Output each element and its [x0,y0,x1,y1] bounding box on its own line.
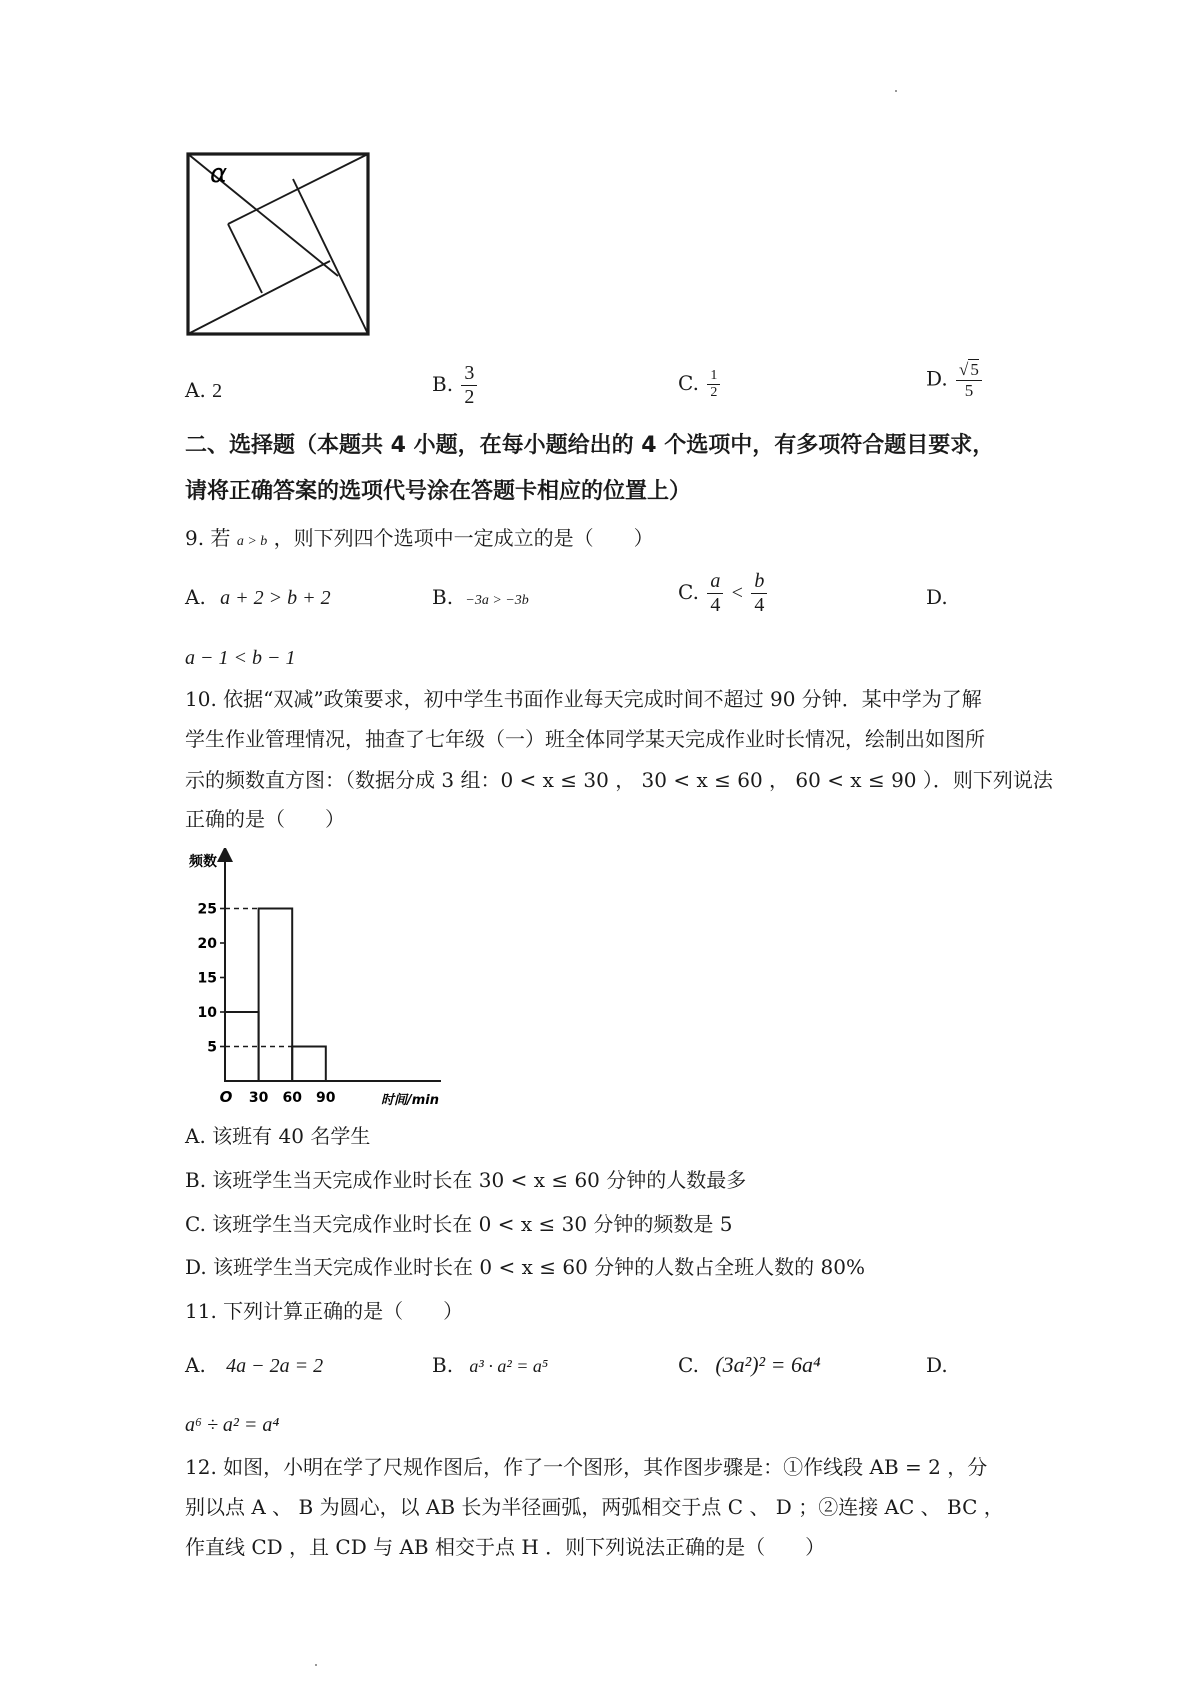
x-tick-label: 30 [248,1090,269,1106]
q9-option-a[interactable]: A. a + 2 > b + 2 [185,585,331,609]
q8-option-a[interactable]: A. 2 [185,378,223,402]
segment [228,224,262,293]
y-tick-label: 15 [197,970,217,987]
section-heading: 二、选择题（本题共 4 小题，在每小题给出的 4 个选项中，有多项符合题目要求， [185,433,995,458]
q11-option-c[interactable]: C. (3a²)² = 6a⁴ [678,1352,821,1377]
q8-option-c[interactable]: C. $\frac{1}{2}$ [678,368,722,401]
histogram-bar [292,1047,326,1082]
fraction: $\frac{a}{4}$ [707,570,723,617]
q9-option-c[interactable]: C. $\frac{a}{4}$ < $\frac{b}{4}$ [678,570,769,617]
fraction: $\frac{3}{2}$ [461,362,477,409]
q10-option-c[interactable]: C. 该班学生当天完成作业时长在 0 < x ≤ 30 分钟的频数是 5 [185,1212,733,1236]
q11-option-b[interactable]: B. a³ · a² = a⁵ [432,1353,549,1377]
q12-stem-line: 作直线 CD ，且 CD 与 AB 相交于点 H ．则下列说法正确的是（ ） [185,1535,826,1559]
scan-speck [315,1664,317,1666]
fraction: $\frac{1}{2}$ [707,368,720,401]
q9-option-d-letter[interactable]: D. [926,585,948,609]
origin-label: O [219,1088,233,1106]
q10-option-b[interactable]: B. 该班学生当天完成作业时长在 30 < x ≤ 60 分钟的人数最多 [185,1168,747,1192]
q12-stem-line: 12. 如图，小明在学了尺规作图后，作了一个图形，其作图步骤是：①作线段 AB = 2 ，分 [185,1455,988,1479]
q9-option-d-expression[interactable]: a − 1 < b − 1 [185,647,296,669]
q10-stem-line: 正确的是（ ） [185,807,345,831]
y-tick-label: 10 [197,1005,217,1021]
x-tick-label: 60 [282,1090,302,1106]
q10-stem-line: 示的频数直方图：（数据分成 3 组：0 < x ≤ 30 ， 30 < x ≤ 60 ， 60 < x ≤ 90 ）．则下列说法 [185,768,1053,792]
q10-stem-line: 学生作业管理情况，抽查了七年级（一）班全体同学某天完成作业时长情况，绘制出如图所 [185,727,985,751]
frequency-histogram [185,848,465,1110]
q12-stem-line: 别以点 A 、 B 为圆心，以 AB 长为半径画弧，两弧相交于点 C 、 D ；②连接 AC 、 BC ， [185,1495,1004,1519]
q11-option-d-letter[interactable]: D. [926,1353,948,1377]
y-axis-label: 频数 [189,854,217,870]
q10-stem-line: 10. 依据“双减”政策要求，初中学生书面作业每天完成时间不超过 90 分钟．某中学为了解 [185,687,982,711]
q11-stem: 11. 下列计算正确的是（ ） [185,1299,464,1323]
segment [293,179,368,334]
fraction: $\frac{√ 5}{5}$ [956,360,982,400]
q11-option-a[interactable]: A. 4a − 2a = 2 [185,1353,324,1377]
y-tick-label: 25 [197,901,217,918]
x-tick-label: 90 [316,1090,336,1106]
angle-label: α [210,159,228,189]
y-tick-label: 20 [197,936,217,952]
q8-option-d[interactable]: D. $\frac{√ 5}{5}$ [926,360,984,400]
fraction: $\frac{b}{4}$ [751,570,767,617]
scan-speck [895,90,897,92]
q9-option-b[interactable]: B. −3a > −3b [432,585,529,609]
q10-option-a[interactable]: A. 该班有 40 名学生 [185,1124,371,1148]
pinwheel-square-figure [180,148,380,338]
y-tick-label: 5 [207,1039,217,1056]
q11-option-d-expression[interactable]: a⁶ ÷ a² = a⁴ [185,1414,280,1436]
q8-option-b[interactable]: B. $\frac{3}{2}$ [432,362,479,409]
segment [188,261,330,334]
q10-option-d[interactable]: D. 该班学生当天完成作业时长在 0 < x ≤ 60 分钟的人数占全班人数的 80% [185,1255,865,1279]
q9-stem: 9. 若 a > b ，则下列四个选项中一定成立的是（ ） [185,526,654,550]
histogram-bar [259,909,293,1082]
x-axis-label: 时间/min [381,1093,440,1108]
section-heading-cont: 请将正确答案的选项代号涂在答题卡相应的位置上） [185,479,692,504]
